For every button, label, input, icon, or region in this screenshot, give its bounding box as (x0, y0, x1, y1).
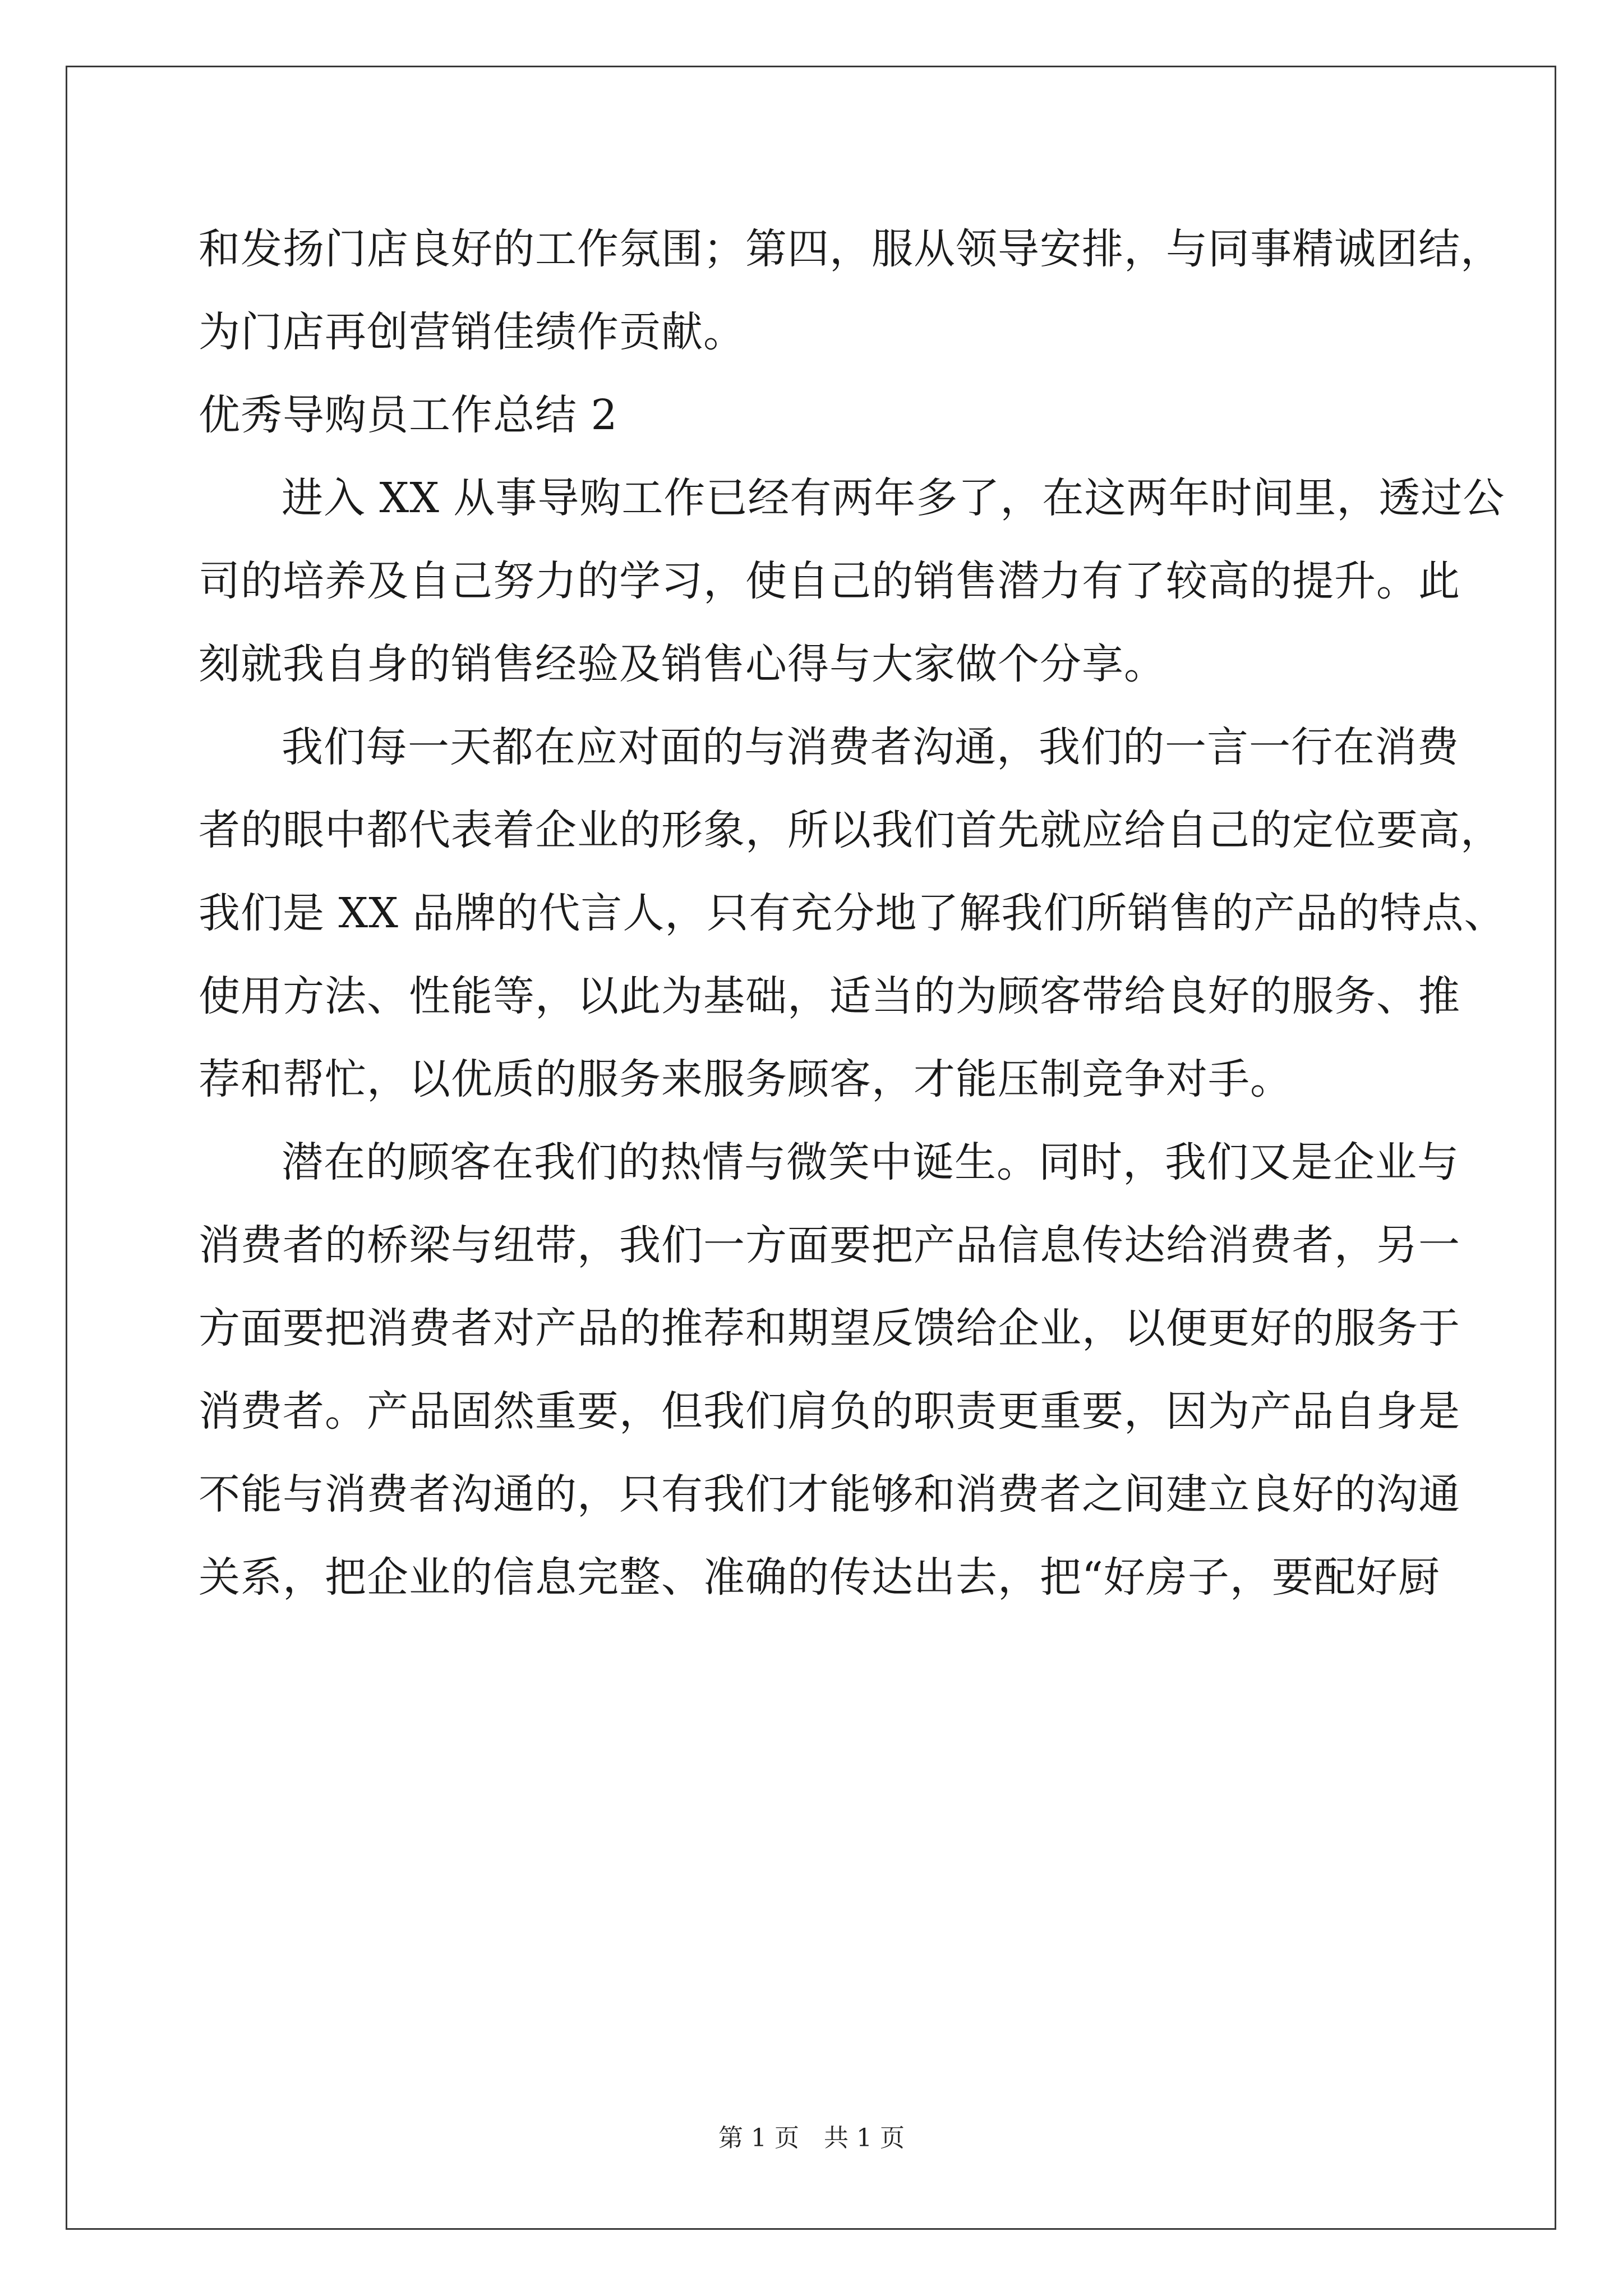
text-line: 和发扬门店良好的工作氛围；第四，服从领导安排，与同事精诚团结， (199, 225, 1502, 273)
section-heading: 优秀导购员工作总结 2 (199, 391, 618, 439)
text-line: 使用方法、性能等，以此为基础，适当的为顾客带给良好的服务、推 (199, 972, 1460, 1020)
text-line: 消费者。产品固然重要，但我们肩负的职责更重要，因为产品自身是 (199, 1387, 1460, 1435)
text-line: 为门店再创营销佳绩作贡献。 (199, 308, 745, 356)
text-line: 潜在的顾客在我们的热情与微笑中诞生。同时，我们又是企业与 (282, 1138, 1459, 1186)
text-line: 不能与消费者沟通的，只有我们才能够和消费者之间建立良好的沟通 (199, 1470, 1460, 1519)
text-line: 我们每一天都在应对面的与消费者沟通，我们的一言一行在消费 (282, 723, 1459, 771)
text-line: 司的培养及自己努力的学习，使自己的销售潜力有了较高的提升。此 (199, 557, 1460, 605)
text-line: 我们是 XX 品牌的代言人，只有充分地了解我们所销售的产品的特点、 (199, 889, 1506, 937)
document-body (199, 208, 1506, 1619)
text-line: 刻就我自身的销售经验及销售心得与大家做个分享。 (199, 640, 1166, 688)
text-line: 消费者的桥梁与纽带，我们一方面要把产品信息传达给消费者，另一 (199, 1221, 1460, 1269)
text-line: 者的眼中都代表着企业的形象，所以我们首先就应给自己的定位要高， (199, 806, 1502, 854)
text-line: 进入 XX 从事导购工作已经有两年多了，在这两年时间里，透过公 (282, 474, 1505, 522)
page-footer: 第 1 页 共 1 页 (718, 2124, 905, 2152)
text-line: 关系，把企业的信息完整、准确的传达出去，把“好房子，要配好厨 (199, 1553, 1440, 1602)
text-line: 荐和帮忙，以优质的服务来服务顾客，才能压制竞争对手。 (199, 1055, 1292, 1103)
text-line: 方面要把消费者对产品的推荐和期望反馈给企业，以便更好的服务于 (199, 1304, 1460, 1352)
